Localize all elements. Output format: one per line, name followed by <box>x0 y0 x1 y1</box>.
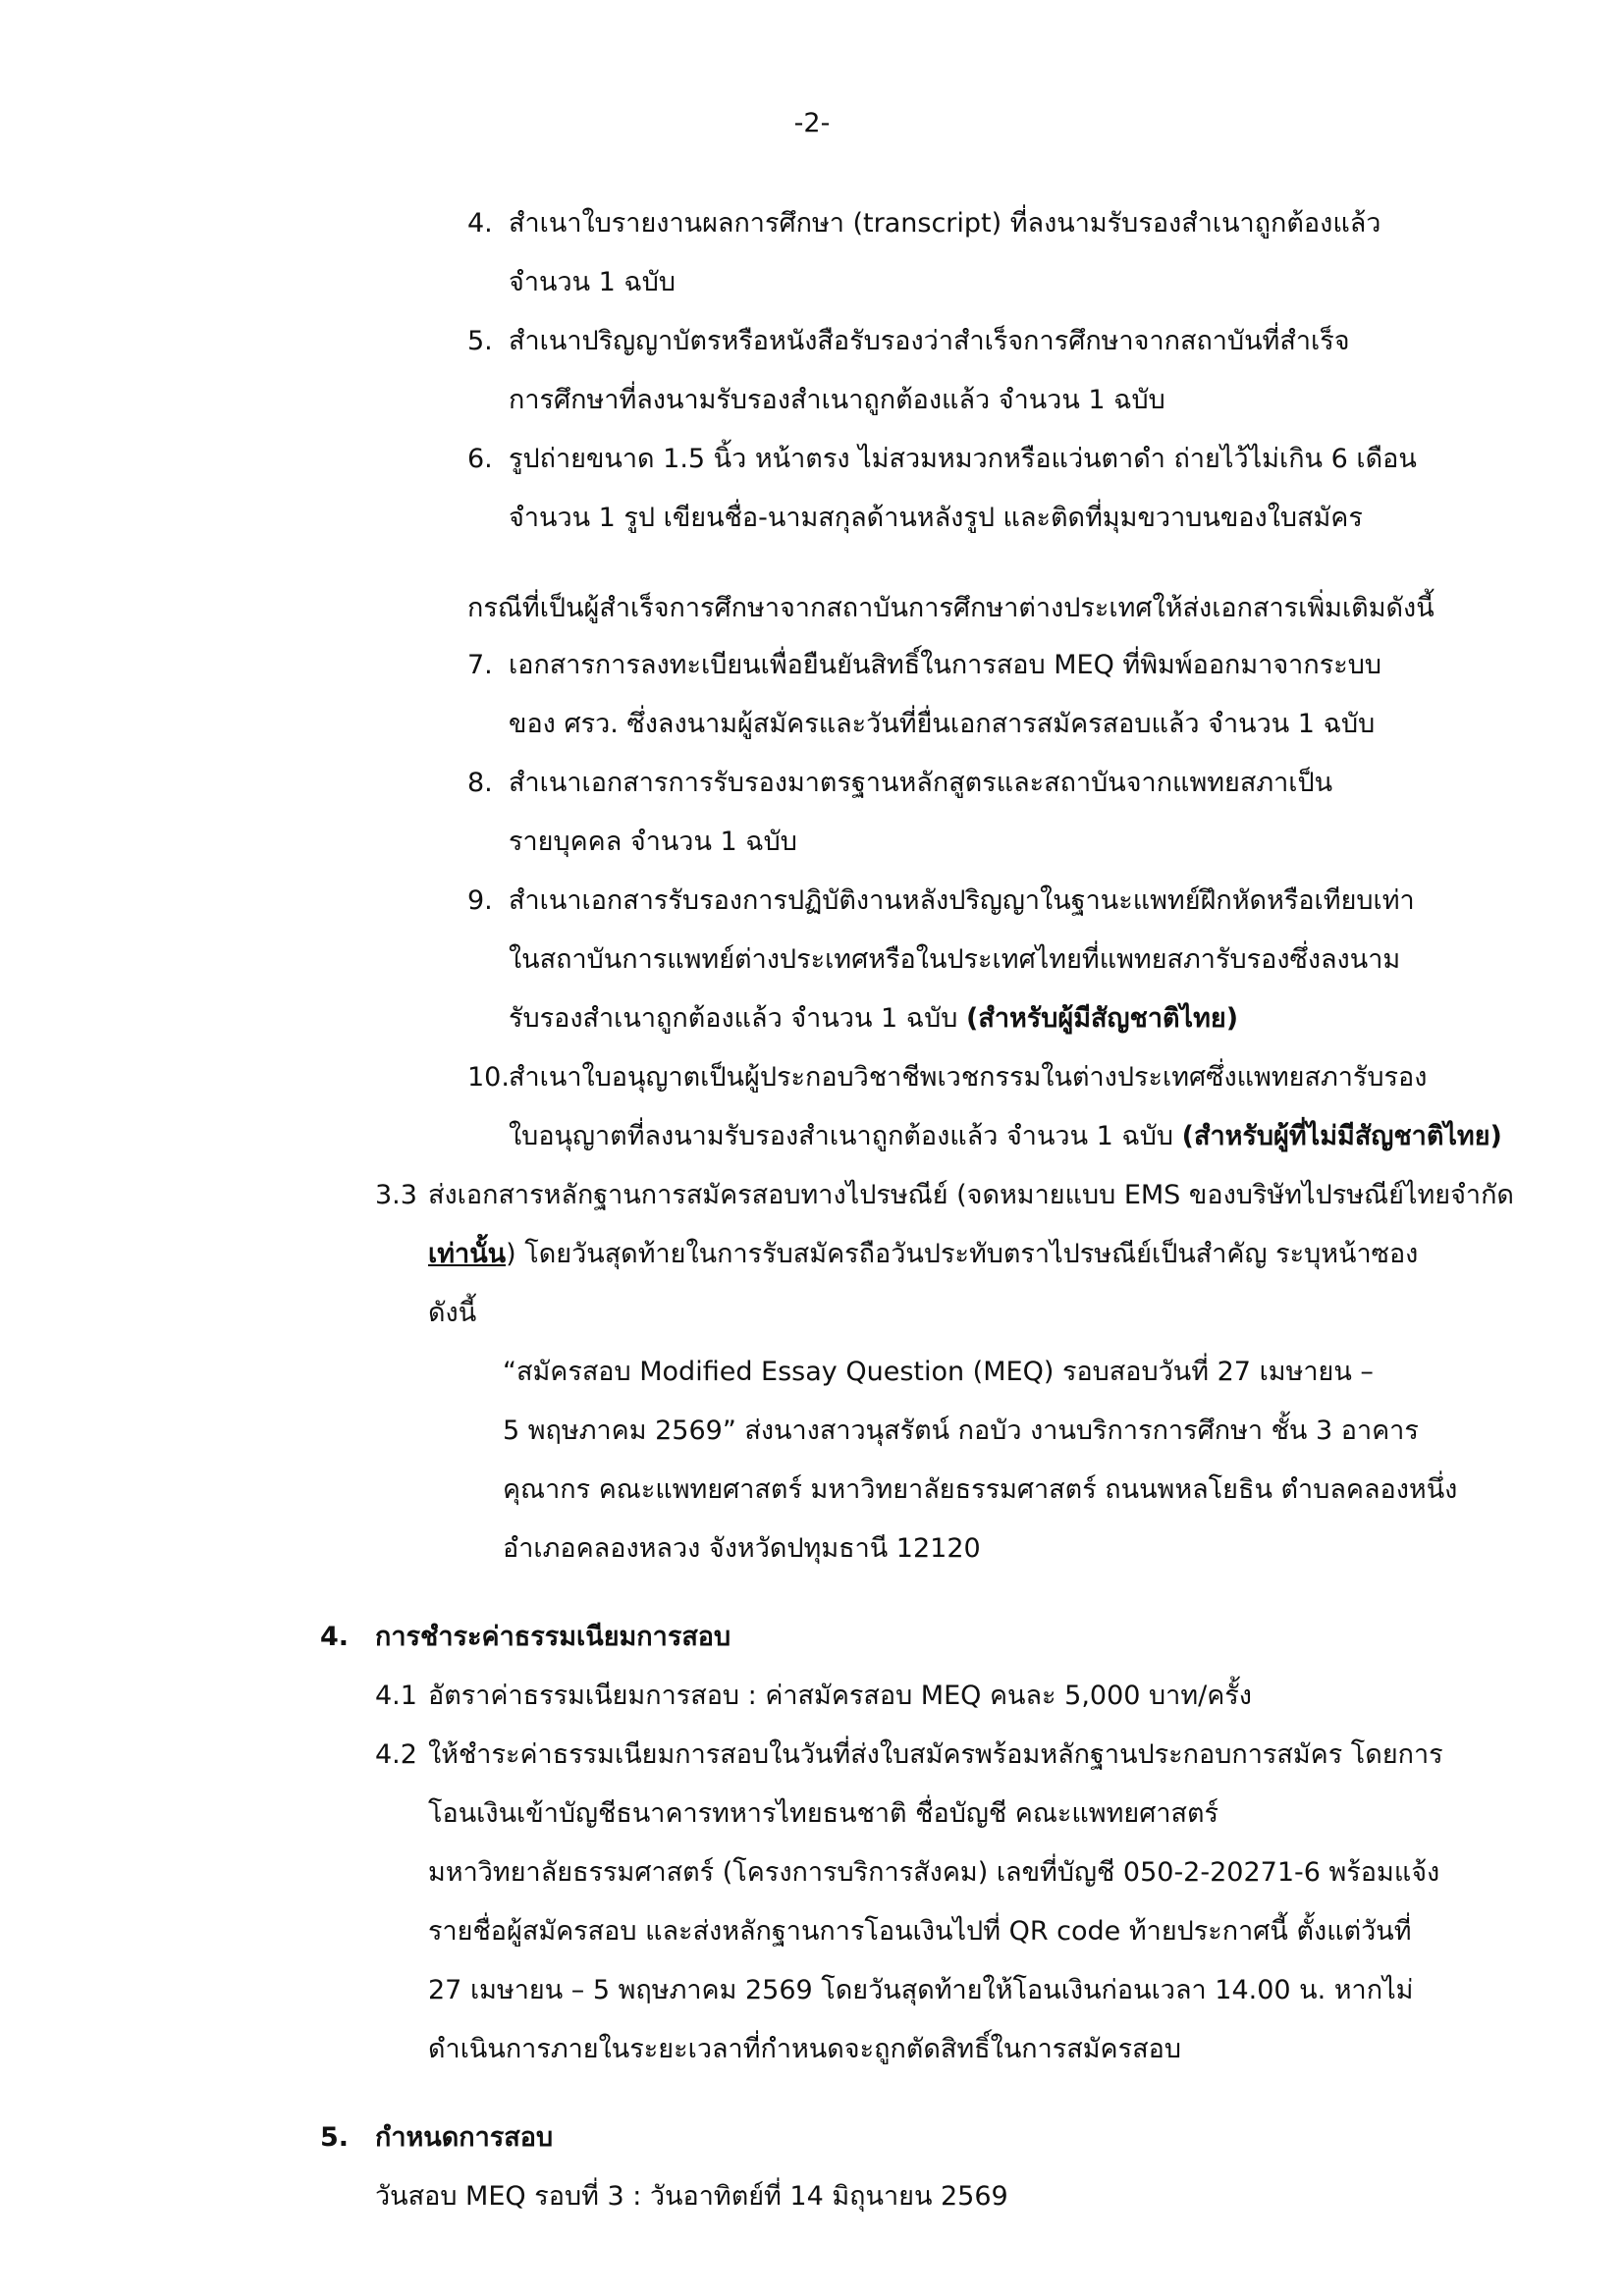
item-5-line-1: สำเนาปริญญาบัตรหรือหนังสือรับรองว่าสำเร็จการศึกษาจากสถาบันที่สำเร็จ <box>509 326 1350 356</box>
section-5-exam-date: วันสอบ MEQ รอบที่ 3 : วันอาทิตย์ที่ 14 มิถุนายน 2569 <box>375 2181 1008 2212</box>
item-10-line-2 <box>509 1115 1502 1158</box>
item-9-line-3-text: รับรองสำเนาถูกต้องแล้ว จำนวน 1 ฉบับ <box>509 1003 967 1034</box>
item-7-line-2: ของ ศรว. ซึ่งลงนามผู้สมัครและวันที่ยื่นเอกสารสมัครสอบแล้ว จำนวน 1 ฉบับ <box>509 709 1376 739</box>
page-number: -2- <box>793 108 831 138</box>
section-4-title: การชำระค่าธรรมเนียมการสอบ <box>375 1622 731 1652</box>
section-3-3-line-2 <box>428 1233 1418 1276</box>
only-emphasis: เท่านั้น <box>428 1239 507 1269</box>
item-5-line-2: การศึกษาที่ลงนามรับรองสำเนาถูกต้องแล้ว จำนวน 1 ฉบับ <box>509 385 1165 415</box>
item-6-number: 6. <box>467 444 493 474</box>
item-10-non-thai-note: (สำหรับผู้ที่ไม่มีสัญชาติไทย) <box>1181 1121 1502 1151</box>
section-4-2-line-5: 27 เมษายน – 5 พฤษภาคม 2569 โดยวันสุดท้ายให้โอนเงินก่อนเวลา 14.00 น. หากไม่ <box>428 1975 1414 2005</box>
section-4-2-number: 4.2 <box>375 1739 417 1770</box>
section-4-2-line-1: ให้ชำระค่าธรรมเนียมการสอบในวันที่ส่งใบสมัครพร้อมหลักฐานประกอบการสมัคร โดยการ <box>428 1739 1443 1770</box>
section-5-title: กำหนดการสอบ <box>375 2122 554 2153</box>
item-10-line-1: สำเนาใบอนุญาตเป็นผู้ประกอบวิชาชีพเวชกรรมในต่างประเทศซึ่งแพทยสภารับรอง <box>509 1062 1428 1093</box>
section-4-2-line-3: มหาวิทยาลัยธรรมศาสตร์ (โครงการบริการสังคม) เลขที่บัญชี 050-2-20271-6 พร้อมแจ้ง <box>428 1857 1440 1888</box>
address-line-2: 5 พฤษภาคม 2569” ส่งนางสาวนุสรัตน์ กอบัว งานบริการการศึกษา ชั้น 3 อาคาร <box>503 1415 1419 1446</box>
section-4-number: 4. <box>320 1622 350 1652</box>
item-5-number: 5. <box>467 326 493 356</box>
section-5-number: 5. <box>320 2122 350 2153</box>
item-8-number: 8. <box>467 768 493 798</box>
item-7-number: 7. <box>467 650 493 680</box>
item-7-line-1: เอกสารการลงทะเบียนเพื่อยืนยันสิทธิ์ในการสอบ MEQ ที่พิมพ์ออกมาจากระบบ <box>509 650 1381 680</box>
item-9-line-1: สำเนาเอกสารรับรองการปฏิบัติงานหลังปริญญาในฐานะแพทย์ฝึกหัดหรือเทียบเท่า <box>509 885 1415 916</box>
section-4-2-line-4: รายชื่อผู้สมัครสอบ และส่งหลักฐานการโอนเงินไปที่ QR code ท้ายประกาศนี้ ตั้งแต่วันที่ <box>428 1916 1412 1947</box>
foreign-intro: กรณีที่เป็นผู้สำเร็จการศึกษาจากสถาบันการศึกษาต่างประเทศให้ส่งเอกสารเพิ่มเติมดังนี้ <box>467 593 1435 623</box>
section-3-3-line-1: ส่งเอกสารหลักฐานการสมัครสอบทางไปรษณีย์ (จดหมายแบบ EMS ของบริษัทไปรษณีย์ไทยจำกัด <box>428 1180 1514 1210</box>
section-4-2-line-2: โอนเงินเข้าบัญชีธนาคารทหารไทยธนชาติ ชื่อบัญชี คณะแพทยศาสตร์ <box>428 1798 1219 1829</box>
item-9-thai-nationality-note: (สำหรับผู้มีสัญชาติไทย) <box>966 1003 1239 1034</box>
item-4-number: 4. <box>467 208 493 239</box>
address-line-3: คุณากร คณะแพทยศาสตร์ มหาวิทยาลัยธรรมศาสตร์ ถนนพหลโยธิน ตำบลคลองหนึ่ง <box>503 1474 1458 1505</box>
section-4-1-number: 4.1 <box>375 1681 417 1711</box>
item-9-number: 9. <box>467 885 493 916</box>
section-4-2-line-6: ดำเนินการภายในระยะเวลาที่กำหนดจะถูกตัดสิทธิ์ในการสมัครสอบ <box>428 2034 1181 2064</box>
item-6-line-2: จำนวน 1 รูป เขียนชื่อ-นามสกุลด้านหลังรูป และติดที่มุมขวาบนของใบสมัคร <box>509 503 1363 533</box>
item-10-line-2-text: ใบอนุญาตที่ลงนามรับรองสำเนาถูกต้องแล้ว จำนวน 1 ฉบับ <box>509 1121 1182 1151</box>
item-8-line-1: สำเนาเอกสารการรับรองมาตรฐานหลักสูตรและสถาบันจากแพทยสภาเป็น <box>509 768 1333 798</box>
item-4-line-1: สำเนาใบรายงานผลการศึกษา (transcript) ที่ลงนามรับรองสำเนาถูกต้องแล้ว <box>509 208 1381 239</box>
item-8-line-2: รายบุคคล จำนวน 1 ฉบับ <box>509 827 797 857</box>
address-line-1: “สมัครสอบ Modified Essay Question (MEQ) รอบสอบวันที่ 27 เมษายน – <box>503 1357 1374 1387</box>
section-4-1-text: อัตราค่าธรรมเนียมการสอบ : ค่าสมัครสอบ MEQ คนละ 5,000 บาท/ครั้ง <box>428 1681 1252 1711</box>
item-10-number: 10. <box>467 1062 510 1093</box>
item-6-line-1: รูปถ่ายขนาด 1.5 นิ้ว หน้าตรง ไม่สวมหมวกหรือแว่นตาดำ ถ่ายไว้ไม่เกิน 6 เดือน <box>509 444 1417 474</box>
section-3-3-line-3: ดังนี้ <box>428 1298 477 1328</box>
item-4-line-2: จำนวน 1 ฉบับ <box>509 267 677 297</box>
address-line-4: อำเภอคลองหลวง จังหวัดปทุมธานี 12120 <box>503 1533 981 1564</box>
item-9-line-3 <box>509 997 1238 1041</box>
section-3-3-number: 3.3 <box>375 1180 417 1210</box>
section-3-3-line-2-text: ) โดยวันสุดท้ายในการรับสมัครถือวันประทับตราไปรษณีย์เป็นสำคัญ ระบุหน้าซอง <box>506 1239 1419 1269</box>
item-9-line-2: ในสถาบันการแพทย์ต่างประเทศหรือในประเทศไทยที่แพทยสภารับรองซึ่งลงนาม <box>509 944 1401 975</box>
